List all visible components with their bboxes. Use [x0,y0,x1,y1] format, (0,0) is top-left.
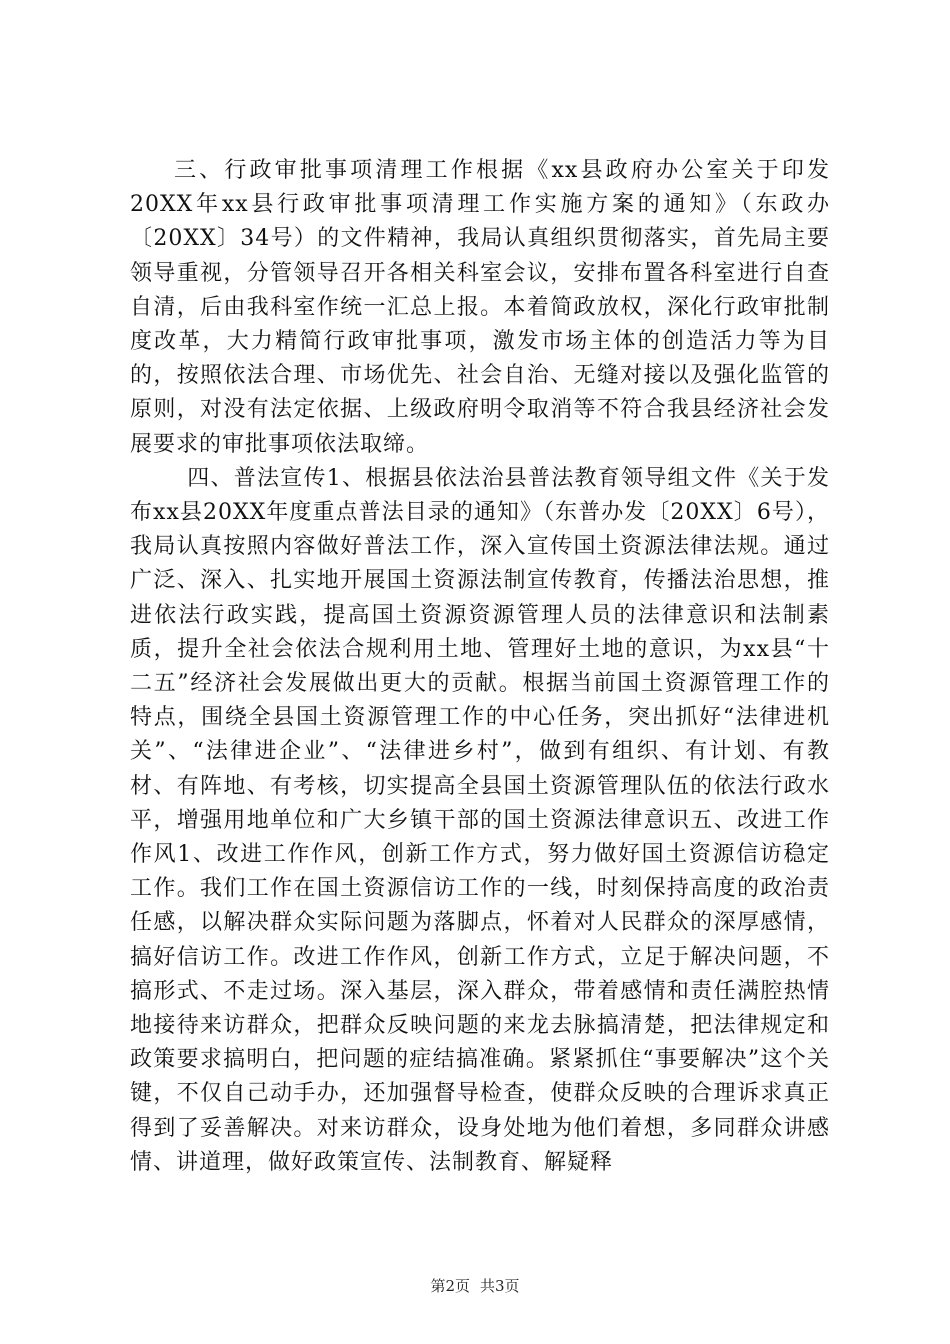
paragraph-administrative-approval: 三、行政审批事项清理工作根据《xx县政府办公室关于印发20XX年xx县行政审批事项清理工作实施方案的通知》（东政办〔20XX〕34号）的文件精神，我局认真组织贯彻落实，首先局主要领导重视，分管领导召开各相关科室会议，安排布置各科室进行自查自清，后由我科室作统一汇总上报。本着简政放权，深化行政审批制度改革，大力精简行政审批事项，激发市场主体的创造活力等为目的，按照依法合理、市场优先、社会自治、无缝对接以及强化监管的原则，对没有法定依据、上级政府明令取消等不符合我县经济社会发展要求的审批事项依法取缔。 [130,158,830,457]
document-body [130,154,830,1180]
page-total: 共3页 [480,1277,520,1295]
page-footer [0,1275,950,1296]
page-number: 第2页 [430,1277,470,1295]
paragraph-legal-publicity: 四、普法宣传1、根据县依法治县普法教育领导组文件《关于发布xx县20XX年度重点普法目录的通知》（东普办发〔20XX〕6号），我局认真按照内容做好普法工作，深入宣传国土资源法律法规。通过广泛、深入、扎实地开展国土资源法制宣传教育，传播法治思想，推进依法行政实践，提高国土资源资源管理人员的法律意识和法制素质，提升全社会依法合规利用土地、管理好土地的意识，为xx县“十二五”经济社会发展做出更大的贡献。根据当前国土资源管理工作的特点，围绕全县国土资源管理工作的中心任务，突出抓好“法律进机关”、“法律进企业”、“法律进乡村”，做到有组织、有计划、有教材、有阵地、有考核，切实提高全县国土资源管理队伍的依法行政水平，增强用地单位和广大乡镇干部的国土资源法律意识五、改进工作作风1、改进工作作风，创新工作方式，努力做好国土资源信访稳定工作。我们工作在国土资源信访工作的一线，时刻保持高度的政治责任感，以解决群众实际问题为落脚点，怀着对人民群众的深厚感情，搞好信访工作。改进工作作风，创新工作方式，立足于解决问题，不搞形式、不走过场。深入基层，深入群众，带着感情和责任满腔热情地接待来访群众，把群众反映问题的来龙去脉搞清楚，把法律规定和政策要求搞明白，把问题的症结搞准确。紧紧抓住“事要解决”这个关键，不仅自己动手办，还加强督导检查，使群众反映的合理诉求真正得到了妥善解决。对来访群众，设身处地为他们着想，多同群众讲感情、讲道理，做好政策宣传、法制教育、解疑释 [130,465,830,1175]
